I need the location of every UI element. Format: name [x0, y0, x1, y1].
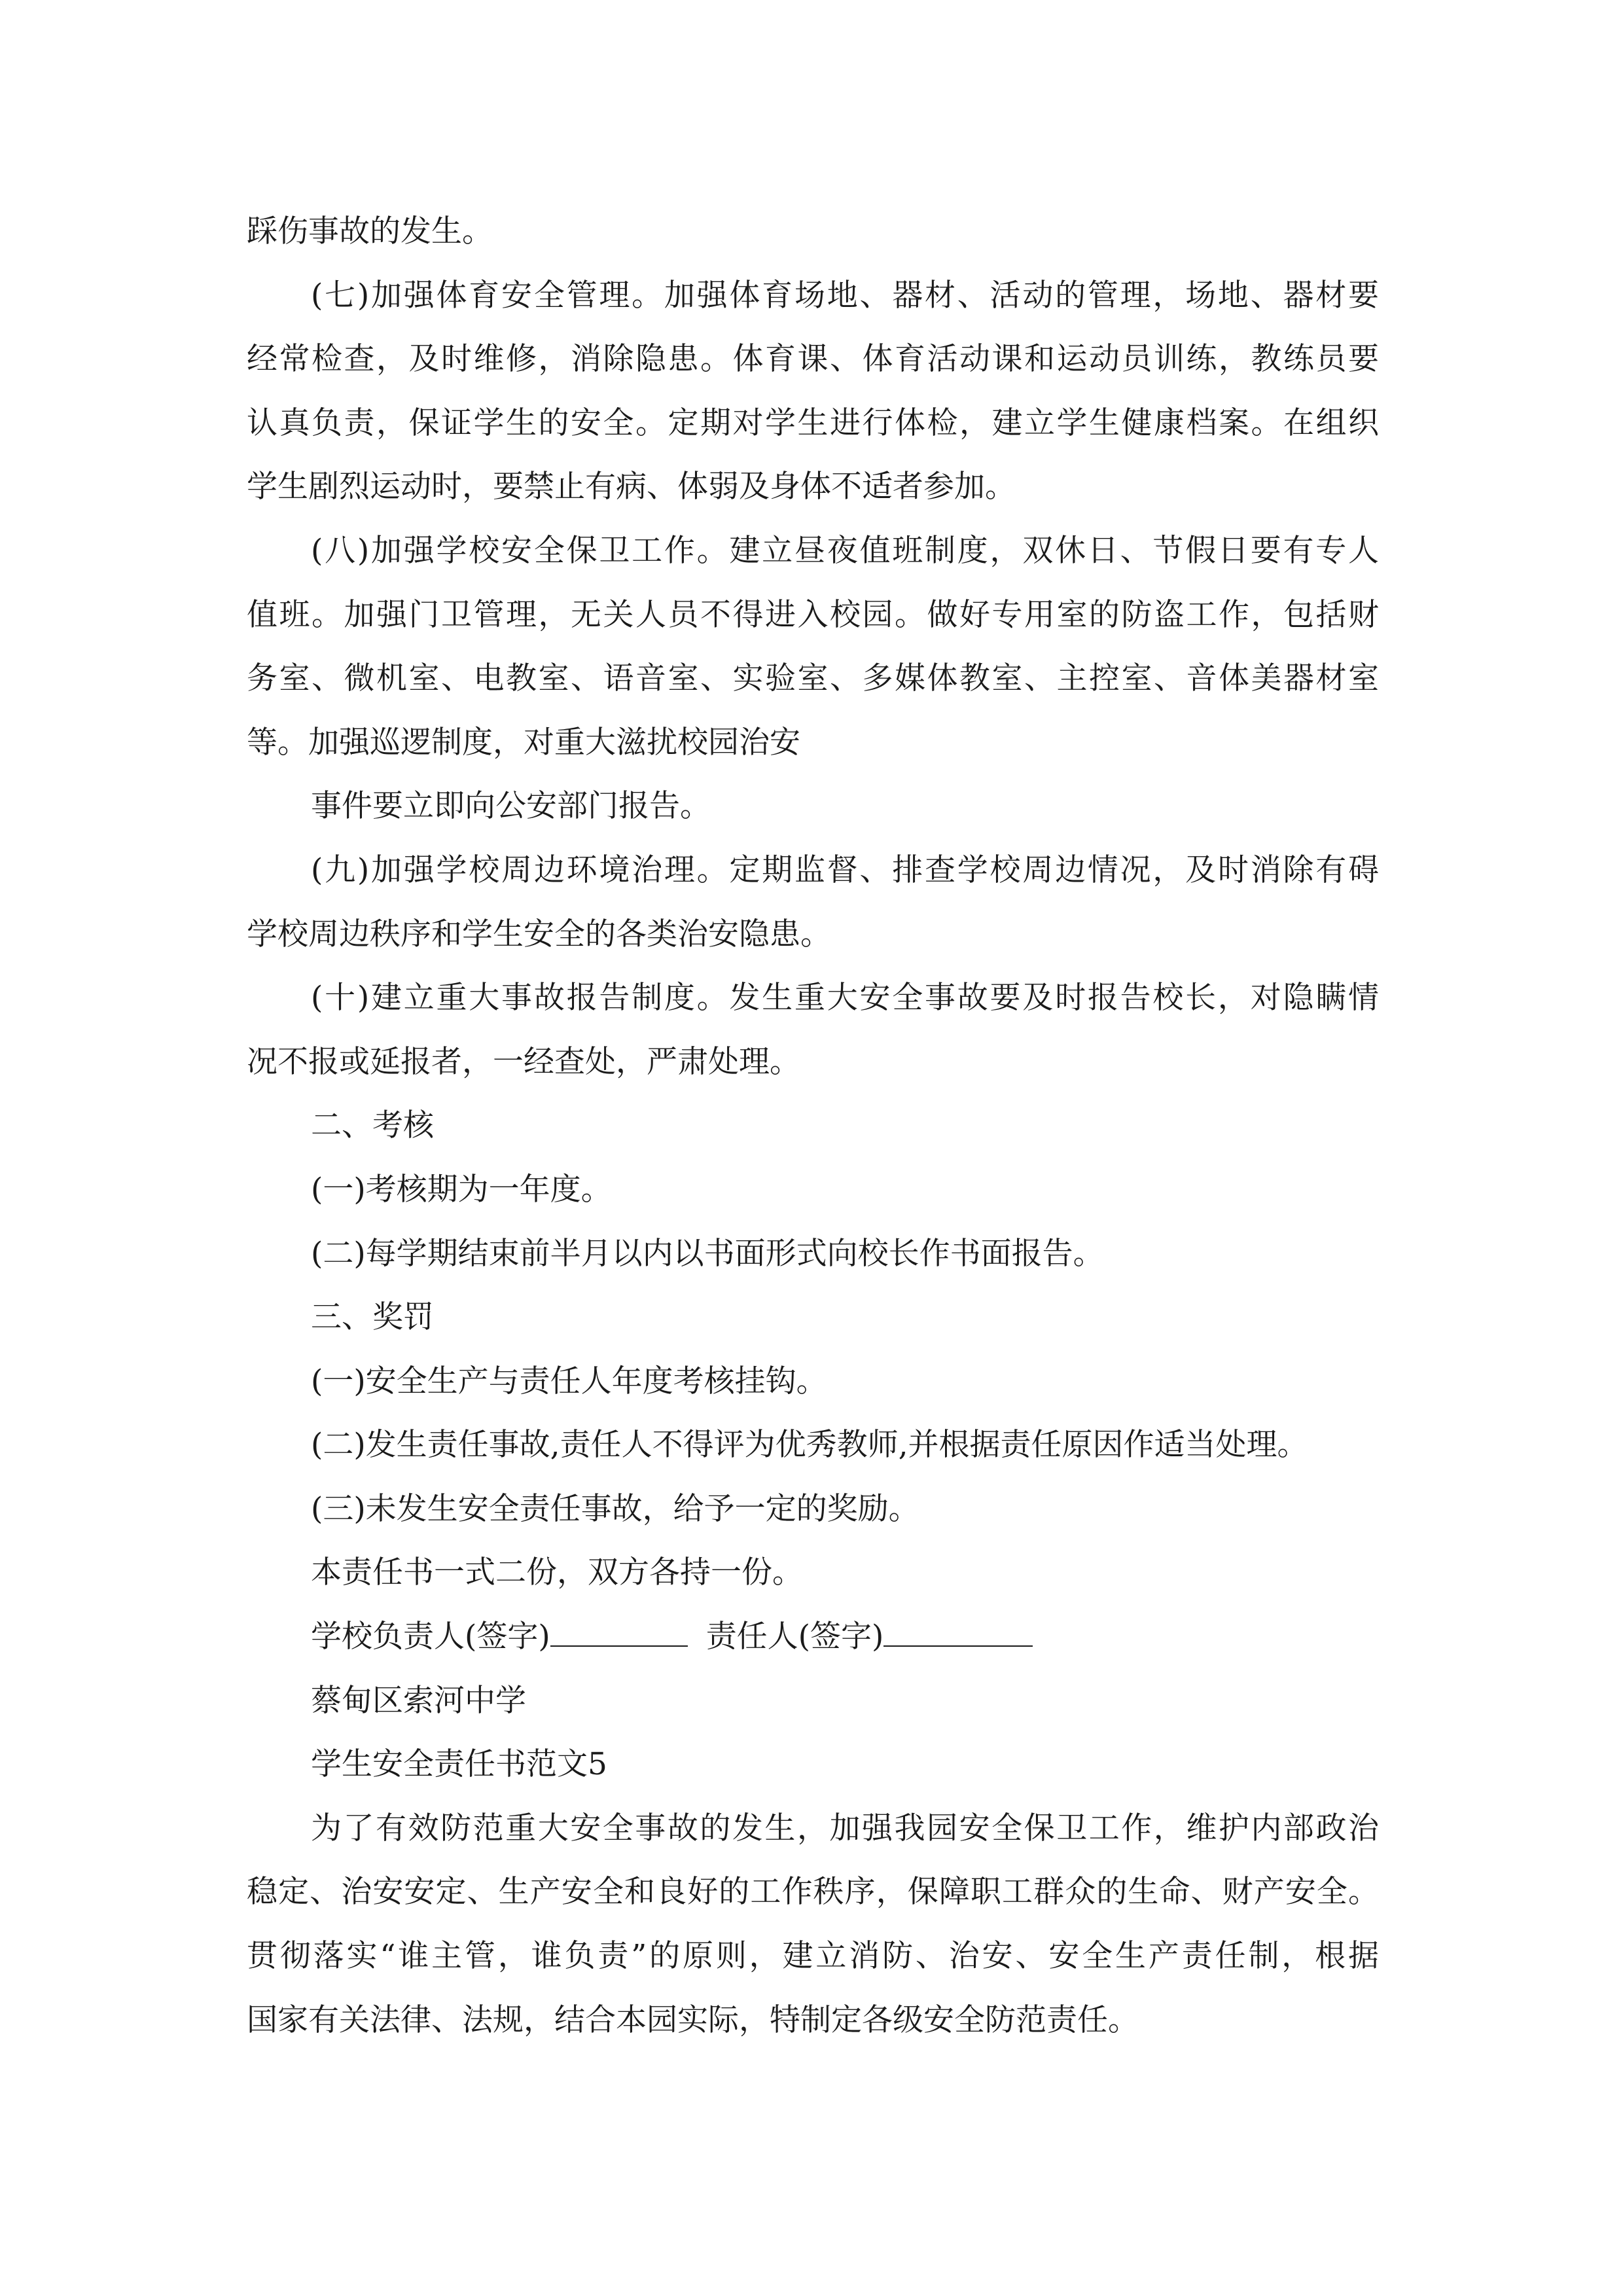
responsible-signature-blank — [883, 1617, 1033, 1647]
paragraph-line: 等。加强巡逻制度，对重大滋扰校园治安 — [247, 724, 800, 761]
paragraph-line: (九)加强学校周边环境治理。定期监督、排查学校周边情况，及时消除有碍 — [311, 852, 1379, 888]
document-body — [247, 200, 1379, 2052]
responsible-signature-label: 责任人(签字) — [705, 1619, 884, 1655]
section-heading: 三、奖罚 — [311, 1299, 434, 1336]
paragraph-line: 本责任书一式二份，双方各持一份。 — [311, 1554, 803, 1591]
document-title: 学生安全责任书范文5 — [311, 1746, 607, 1783]
paragraph-line: (二)发生责任事故,责任人不得评为优秀教师,并根据责任原因作适当处理。 — [311, 1427, 1308, 1463]
paragraph-line: 经常检查，及时维修，消除隐患。体育课、体育活动课和运动员训练，教练员要 — [247, 341, 1379, 378]
school-name: 蔡甸区索河中学 — [311, 1682, 526, 1719]
section-heading: 二、考核 — [311, 1107, 434, 1144]
paragraph-line: 为了有效防范重大安全事故的发生，加强我园安全保卫工作，维护内部政治 — [311, 1810, 1379, 1846]
paragraph-line: 学校周边秩序和学生安全的各类治安隐患。 — [247, 916, 831, 952]
school-signature-label: 学校负责人(签字) — [311, 1619, 550, 1655]
paragraph-line: (二)每学期结束前半月以内以书面形式向校长作书面报告。 — [311, 1235, 1104, 1272]
paragraph-line: 况不报或延报者，一经查处，严肃处理。 — [247, 1043, 800, 1080]
paragraph-line: 国家有关法律、法规，结合本园实际，特制定各级安全防范责任。 — [247, 2001, 1139, 2038]
paragraph-line: (十)建立重大事故报告制度。发生重大安全事故要及时报告校长，对隐瞒情 — [311, 980, 1379, 1016]
paragraph-line: 学生剧烈运动时，要禁止有病、体弱及身体不适者参加。 — [247, 469, 1016, 505]
paragraph-line: 贯彻落实“谁主管，谁负责”的原则，建立消防、治安、安全生产责任制，根据 — [247, 1938, 1379, 1975]
paragraph-line: 认真负责，保证学生的安全。定期对学生进行体检，建立学生健康档案。在组织 — [247, 404, 1379, 441]
paragraph-line: (三)未发生安全责任事故，给予一定的奖励。 — [311, 1490, 919, 1527]
paragraph-line: (一)安全生产与责任人年度考核挂钩。 — [311, 1363, 827, 1399]
paragraph-line: 稳定、治安安定、生产安全和良好的工作秩序，保障职工群众的生命、财产安全。 — [247, 1874, 1379, 1910]
paragraph-line: (七)加强体育安全管理。加强体育场地、器材、活动的管理，场地、器材要 — [311, 277, 1379, 314]
paragraph-line: (一)考核期为一年度。 — [311, 1171, 612, 1208]
paragraph-line: 踩伤事故的发生。 — [247, 213, 493, 249]
school-signature-blank — [550, 1617, 688, 1647]
paragraph-line: (八)加强学校安全保卫工作。建立昼夜值班制度，双休日、节假日要有专人 — [311, 532, 1379, 569]
signature-line — [247, 1605, 1379, 1669]
paragraph-line: 事件要立即向公安部门报告。 — [311, 788, 711, 825]
paragraph-line: 务室、微机室、电教室、语音室、实验室、多媒体教室、主控室、音体美器材室 — [247, 660, 1379, 697]
paragraph-line: 值班。加强门卫管理，无关人员不得进入校园。做好专用室的防盗工作，包括财 — [247, 596, 1379, 633]
